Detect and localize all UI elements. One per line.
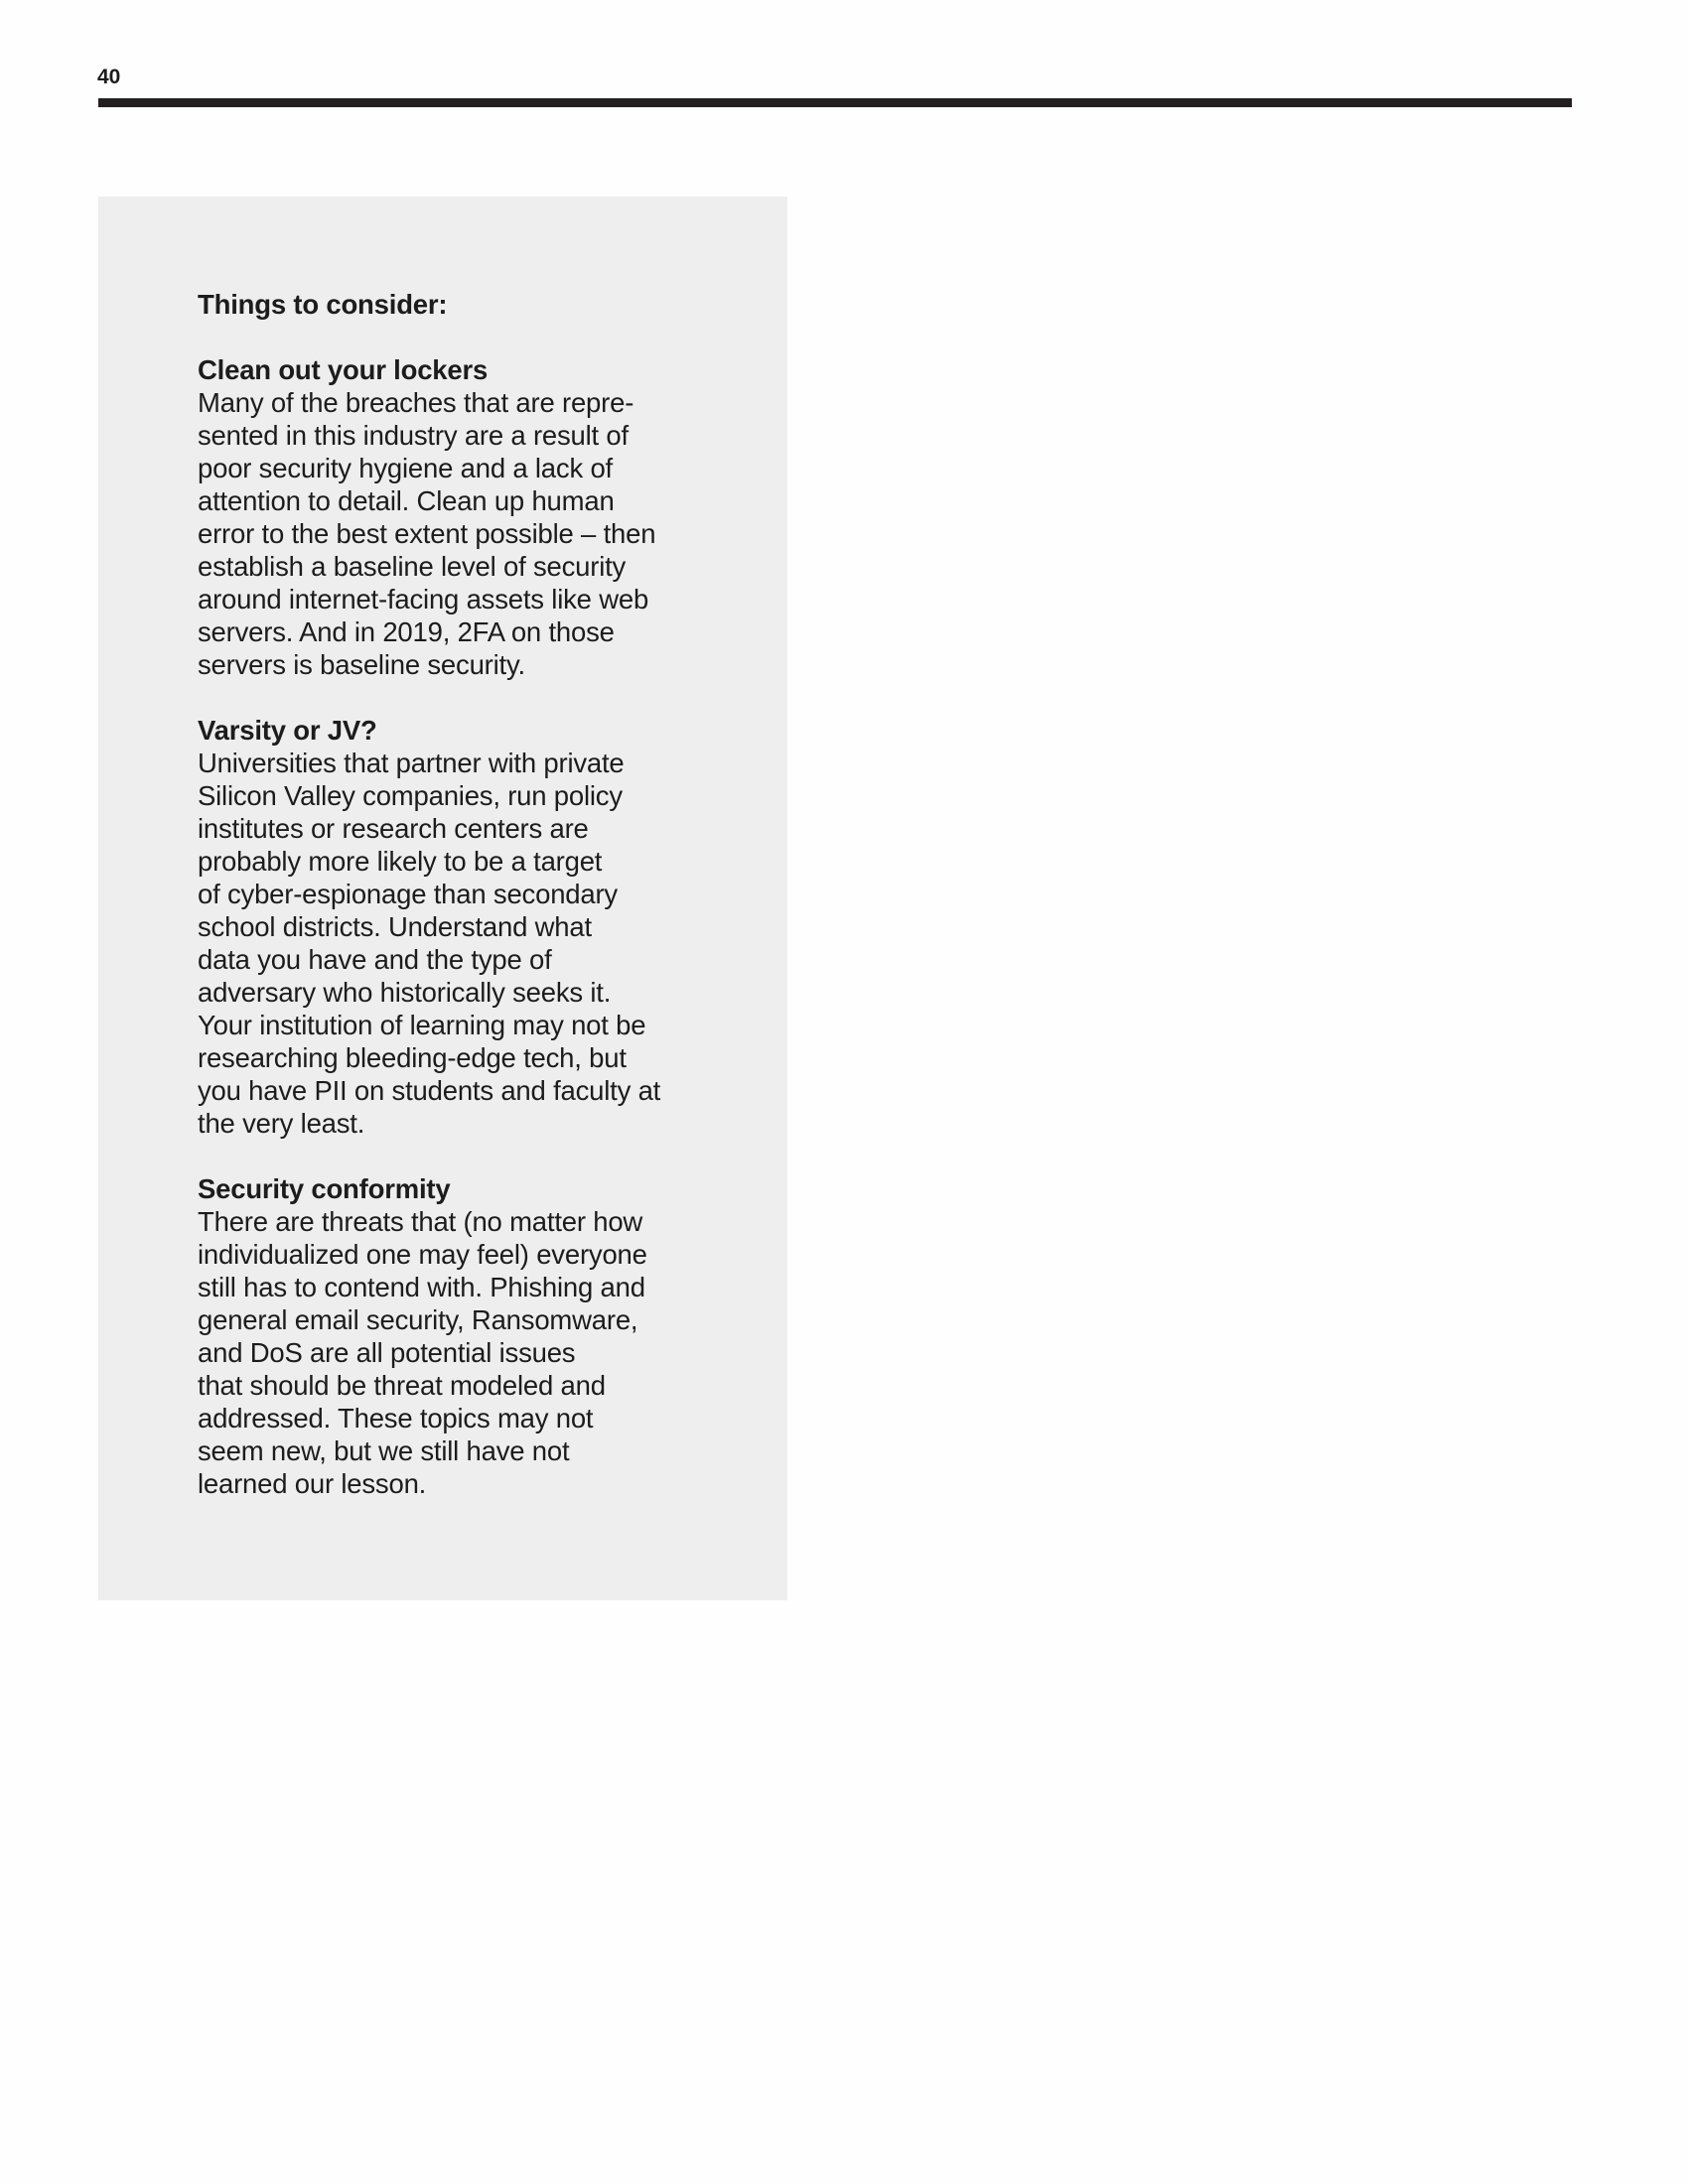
- body-text-line: addressed. These topics may not: [198, 1403, 594, 1433]
- section: [198, 353, 714, 681]
- body-text-line: Many of the breaches that are repre-: [198, 387, 634, 418]
- body-text-line: the very least.: [198, 1108, 365, 1139]
- section-heading: Varsity or JV?: [198, 715, 377, 746]
- body-text-line: still has to contend with. Phishing and: [198, 1272, 645, 1302]
- body-text-line: There are threats that (no matter how: [198, 1206, 643, 1237]
- body-text-line: that should be threat modeled and: [198, 1370, 606, 1401]
- body-text-line: general email security, Ransomware,: [198, 1304, 638, 1335]
- body-text-line: around internet-facing assets like web: [198, 584, 649, 614]
- body-text-line: sented in this industry are a result of: [198, 420, 629, 451]
- sidebar-content: [198, 288, 714, 1500]
- header-rule: [98, 98, 1572, 107]
- body-text-line: Universities that partner with private: [198, 748, 625, 778]
- section: [198, 1172, 714, 1500]
- body-text-line: individualized one may feel) everyone: [198, 1239, 647, 1270]
- section-heading: Clean out your lockers: [198, 354, 489, 385]
- body-text-line: seem new, but we still have not: [198, 1435, 570, 1466]
- body-text-line: institutes or research centers are: [198, 813, 589, 844]
- body-text-line: establish a baseline level of security: [198, 551, 627, 582]
- page-number: 40: [97, 66, 121, 88]
- body-text-line: servers. And in 2019, 2FA on those: [198, 616, 615, 647]
- section: [198, 714, 714, 1140]
- body-text-line: adversary who historically seeks it.: [198, 977, 612, 1008]
- body-text-line: error to the best extent possible – then: [198, 518, 656, 549]
- body-text-line: researching bleeding-edge tech, but: [198, 1042, 627, 1073]
- body-text-line: probably more likely to be a target: [198, 846, 603, 877]
- body-text-line: Silicon Valley companies, run policy: [198, 780, 623, 811]
- body-text-line: of cyber-espionage than secondary: [198, 879, 618, 909]
- body-text-line: poor security hygiene and a lack of: [198, 453, 613, 483]
- section-heading: Security conformity: [198, 1173, 451, 1204]
- body-text-line: learned our lesson.: [198, 1468, 427, 1499]
- body-text-line: and DoS are all potential issues: [198, 1337, 576, 1368]
- body-text-line: Your institution of learning may not be: [198, 1010, 646, 1040]
- body-text-line: attention to detail. Clean up human: [198, 485, 615, 516]
- body-text-line: school districts. Understand what: [198, 911, 592, 942]
- body-text-line: servers is baseline security.: [198, 649, 525, 680]
- body-text-line: you have PII on students and faculty at: [198, 1075, 661, 1106]
- body-text-line: data you have and the type of: [198, 944, 552, 975]
- sidebar-title: Things to consider:: [198, 289, 448, 320]
